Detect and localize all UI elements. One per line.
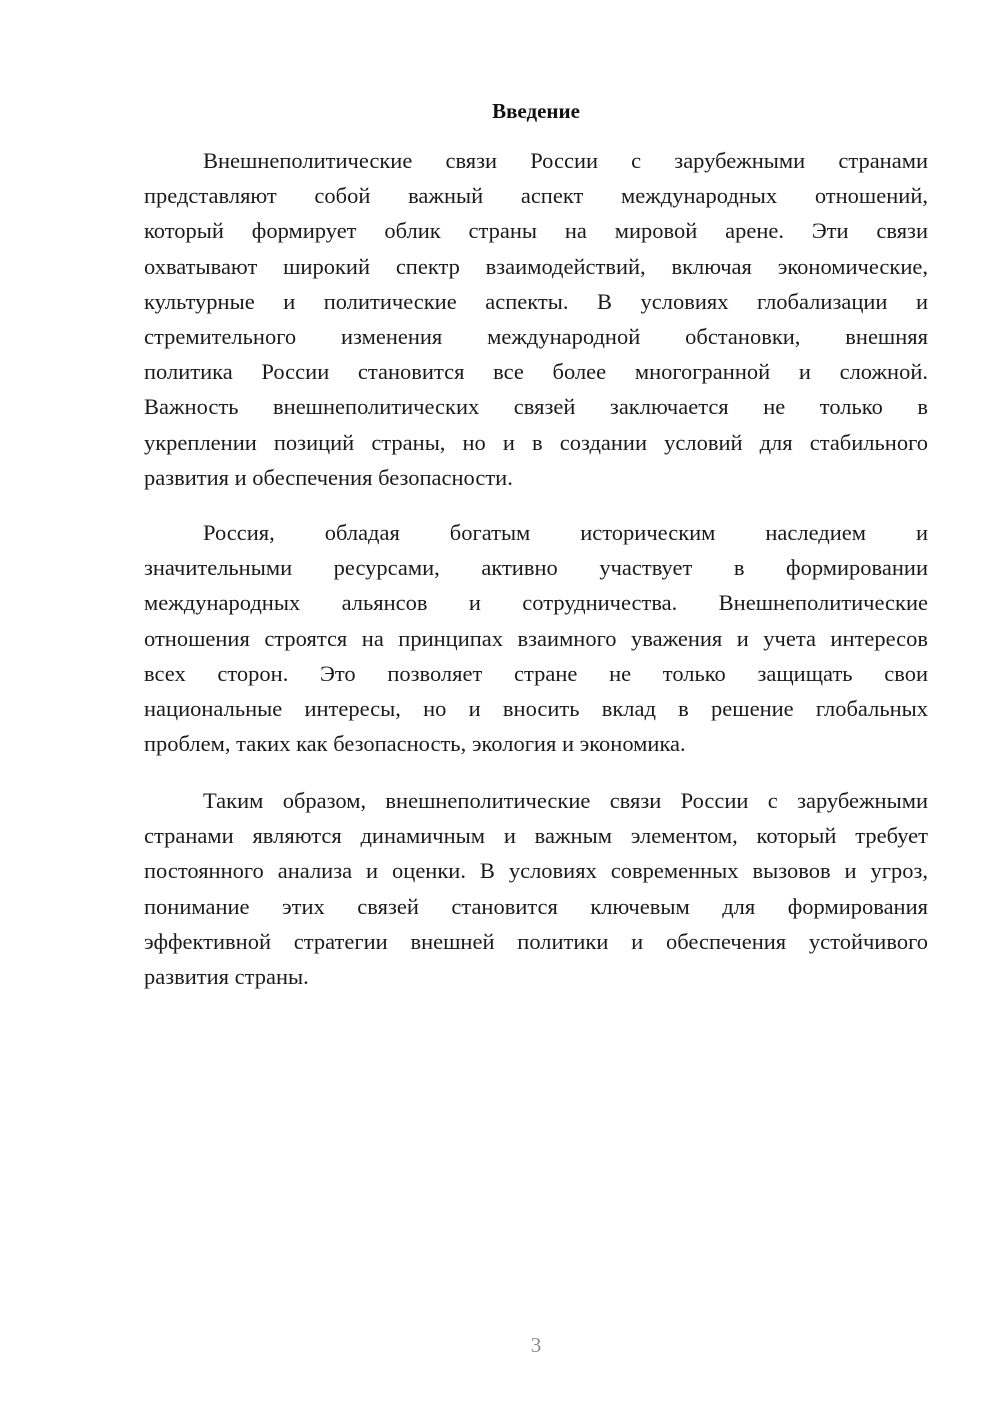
text-line: политика России становится все более многогранной и сложной.	[144, 359, 928, 385]
paragraph-2	[144, 515, 928, 761]
text-line: который формирует облик страны на мировой арене. Эти связи	[144, 218, 928, 244]
text-line: постоянного анализа и оценки. В условиях современных вызовов и угроз,	[144, 858, 928, 884]
text-line: эффективной стратегии внешней политики и обеспечения устойчивого	[144, 928, 928, 954]
text-line: проблем, таких как безопасность, экология и экономика.	[144, 731, 686, 757]
text-line: странами являются динамичным и важным элементом, который требует	[144, 823, 928, 849]
text-line: охватывают широкий спектр взаимодействий, включая экономические,	[144, 253, 928, 279]
text-line: значительными ресурсами, активно участвует в формировании	[144, 555, 928, 581]
text-line: укреплении позиций страны, но и в создании условий для стабильного	[144, 429, 928, 455]
text-line: развития страны.	[144, 963, 309, 989]
paragraph-3	[144, 783, 928, 994]
text-line: представляют собой важный аспект международных отношений,	[144, 183, 928, 209]
text-line: Россия, обладая богатым историческим наследием и	[203, 520, 928, 545]
text-line: развития и обеспечения безопасности.	[144, 464, 513, 490]
text-line: отношения строятся на принципах взаимного уважения и учета интересов	[144, 625, 928, 651]
text-line: международных альянсов и сотрудничества. Внешнеполитические	[144, 590, 928, 616]
section-heading: Введение	[492, 99, 580, 123]
text-line: национальные интересы, но и вносить вклад в решение глобальных	[144, 695, 928, 721]
text-line: понимание этих связей становится ключевым для формирования	[144, 893, 928, 919]
text-line: Важность внешнеполитических связей заключается не только в	[144, 394, 928, 420]
text-line: стремительного изменения международной обстановки, внешняя	[144, 323, 928, 349]
page-number: 3	[530, 1333, 542, 1357]
paragraph-1	[144, 143, 928, 495]
text-line: культурные и политические аспекты. В условиях глобализации и	[144, 288, 928, 314]
text-line: Внешнеполитические связи России с зарубежными странами	[203, 148, 928, 173]
text-line: всех сторон. Это позволяет стране не только защищать свои	[144, 660, 928, 686]
text-line: Таким образом, внешнеполитические связи России с зарубежными	[203, 788, 928, 813]
